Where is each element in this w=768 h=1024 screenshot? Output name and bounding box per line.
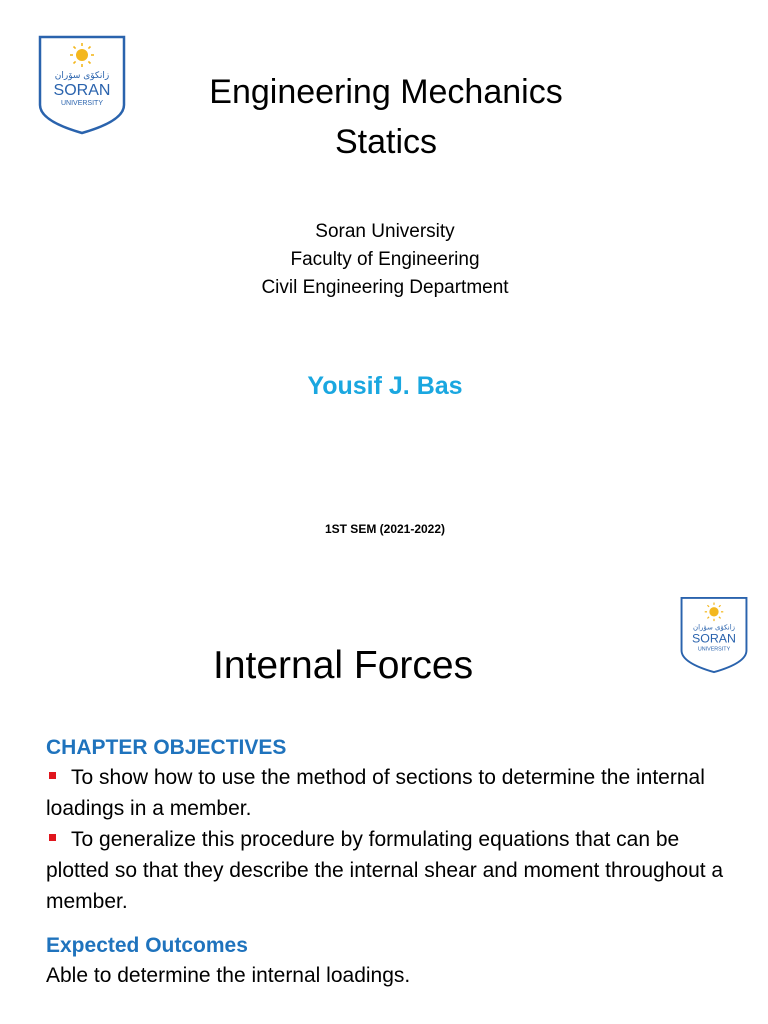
objectives-heading: CHAPTER OBJECTIVES — [46, 736, 287, 759]
bullet-square-icon — [49, 834, 56, 841]
author-name: Yousif J. Bas — [307, 372, 463, 400]
objective-text: To generalize this procedure by formulating equations that can be plotted so that they describe the internal shear and moment throughout a member. — [46, 828, 724, 913]
list-item — [46, 824, 736, 917]
objectives-section — [46, 734, 736, 991]
logo-arabic-text: زانكۆی سۆران — [54, 71, 110, 81]
page-title — [60, 67, 712, 167]
affiliation-university: Soran University — [315, 221, 455, 242]
list-item — [46, 762, 736, 824]
logo-name: SORAN — [53, 82, 111, 99]
outcomes-text: Able to determine the internal loadings. — [46, 964, 411, 987]
logo-sub: UNIVERSITY — [697, 646, 731, 653]
logo-name: SORAN — [692, 631, 736, 646]
logo-arabic-text: زانكۆی سۆران — [692, 623, 736, 632]
semester-label: 1ST SEM (2021-2022) — [324, 522, 446, 536]
affiliation-faculty: Faculty of Engineering — [290, 249, 480, 270]
title-line-1: Engineering Mechanics — [209, 73, 563, 111]
affiliation-department: Civil Engineering Department — [261, 277, 509, 298]
soran-university-logo — [680, 596, 748, 674]
outcomes-heading: Expected Outcomes — [46, 934, 248, 957]
chapter-slide — [0, 572, 768, 1024]
chapter-title: Internal Forces — [213, 644, 474, 687]
objective-text: To show how to use the method of sections to determine the internal loadings in a member. — [46, 766, 705, 820]
logo-sub: UNIVERSITY — [60, 100, 104, 107]
title-line-2: Statics — [334, 123, 438, 161]
affiliation — [100, 218, 670, 302]
bullet-square-icon — [49, 772, 56, 779]
